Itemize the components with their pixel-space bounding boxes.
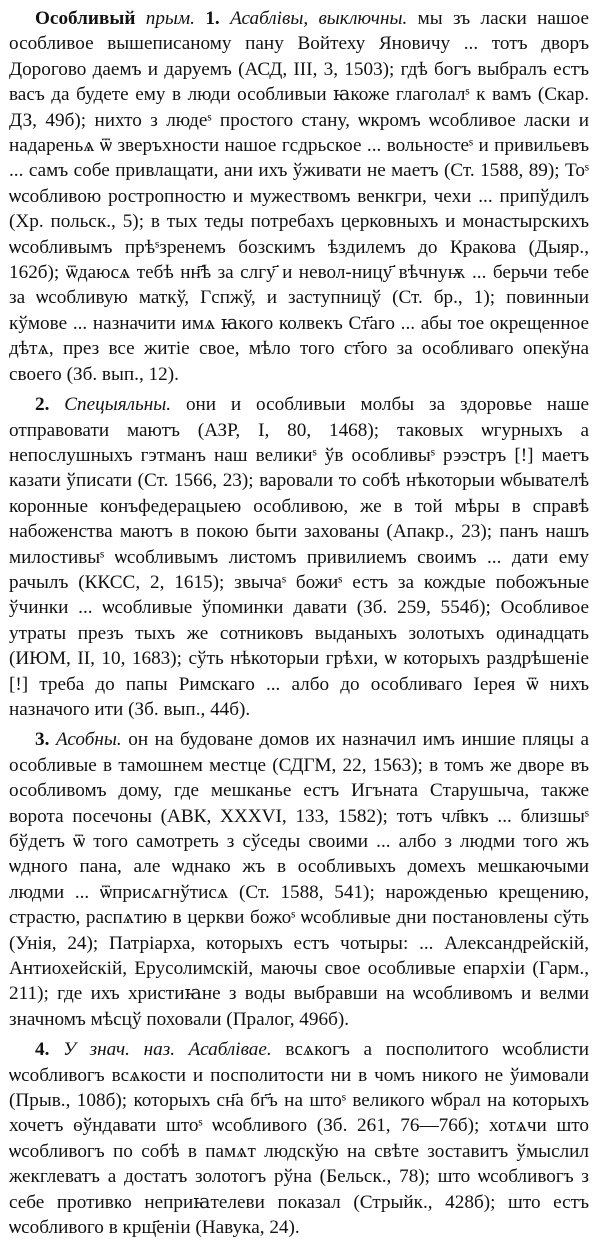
sense-1-paragraph <box>9 6 589 387</box>
sense-3-paragraph <box>9 727 589 1032</box>
grammar-label: прым. <box>145 8 195 29</box>
sense-number: 4. <box>35 1039 50 1061</box>
sense-number: 3. <box>35 729 50 751</box>
sense-number: 1. <box>205 8 220 29</box>
sense-text: они и особливыи молбы за здоровье наше отправовати маютъ (АЗР, I, 80, 1468); таковых ѡгурныхъ а непослушныхъ гэтманъ наш великиˢ ўв особливыˢ рээстръ [!] маетъ казати ўписати (Ст. 1566, 23); варовали то собѣ нѣкоторыи ѡбывателѣ коронные конъфедерацыею особливою, же в той мѣры в справѣ набоженства маютъ в покою быти захованы (Апакр., 23); панъ нашъ милостивыˢ ѡсобливымъ листомъ привилиемъ своимъ ... дати ему рачылъ (ККСС, 2, 1615); звычаˢ божиˢ естъ за кождые побожъные ўчинки ... ѡсобливые ўпоминки давати (Зб. 259, 554б); Особливое утраты презъ тыхъ же сотниковъ выданыхъ золотыхъ одинадцать (ИЮМ, II, 10, 1683); сўть нѣкоторыи грѣхи, ѡ которыхъ раздрѣшеніе [!] треба до папы Римскаго ... албо до особливаго Іерея ѿ нихъ назначого ити (Зб. вып., 44б). <box>9 394 589 720</box>
sense-text: всѧкогъ а посполитого ѡсоблисти ѡсобливогъ всѧкости и посполитости ни в чомъ никого не ўимовали (Прыв., 108б); которыхъ сн҃а бг҃ъ на штоˢ великого ѡбрал на которыхъ хочетъ ѳўндавати штоˢ ѡсобливого (Зб. 261, 76—76б); хотѧчи што ѡсобливогъ по собѣ в памѧт людскўю на свѣте зоставитъ ўмыслил жекглеватъ а достатъ золотогъ рўна (Бельск., 78); што ѡсобливогъ з себе противко неприꙗтелеви показал (Стрыйк., 428б); што естъ ѡсобливого в крщ҃еніи (Навука, 24). <box>9 1039 589 1239</box>
sense-gloss: У знач. наз. Асаблівае. <box>63 1039 272 1061</box>
sense-gloss: Спецыяльны. <box>64 394 172 416</box>
sense-gloss: Асобны. <box>55 729 122 751</box>
sense-number: 2. <box>35 394 50 416</box>
sense-text: мы зъ ласки нашое особливое вышеписаному пану Войтеху Яновичу ... тотъ дворъ Дорогово даемъ и даруемъ (АСД, III, 3, 1503); гдѣ богъ выбралъ естъ васъ да будете ему в люди особливыи ꙗкоже глаголалˢ к вамъ (Скар. ДЗ, 49б); нихто з людеˢ простого стану, ѡкромъ ѡсобливое ласки и надареньѧ ѿ зверъхности нашое гсдрьское ... вольностеˢ и привильевъ ... самъ собе привлащати, ани ихъ ўживати не маетъ (Ст. 1588, 89); Тоˢ ѡсобливою ростропностю и мужествомъ венкгри, чехи ... припўдилъ (Хр. польск., 5); в тых теды потребахъ церковныхъ и монастырскихъ ѡсобливымъ прѣˢзренемъ бозскимъ ѣздилемъ до Кракова (Дыяр., 162б); ѿдаюсѧ тебѣ нн҃ѣ за слгу҃ и невол-ницу҃ вѣчнуѭ ... берьчи тебе за ѡсобливую маткў, Гспжў, и заступницў (Ст. бр., 1); повинныи кўмове ... назначити имѧ ꙗкого колвекъ Ст҃аго ... абы тое окрещенное дѣтѧ, през все житіе свое, мѣло того ст҃ого за особливаго опекўна своего (Зб. вып., 12). <box>9 8 590 385</box>
sense-gloss: Асаблівы, выключны. <box>230 8 408 29</box>
sense-2-paragraph <box>9 392 589 722</box>
headword: Особливый <box>35 8 136 29</box>
sense-4-paragraph <box>9 1037 589 1240</box>
sense-text: он на будоване домов их назначил имъ иншие пляцы а особливые в тамошнем местце (СДГМ, 22, 1563); в томъ же дворе въ особливомъ дому, где мешканье естъ Игъната Старушыча, также ворота посечоны (АВК, XXXVI, 133, 1582); тотъ чл҃вкъ ... близшыˢ бўдетъ ѿ того самотреть з сўседы своими ... албо з людми того жъ ѡдного пана, але ѡднако жъ в особливыхъ домехъ мешкаючыми людми ... ѿприсѧгнўтисѧ (Ст. 1588, 541); нарожденью крещению, страстю, распѧтию в церкви божоˢ ѡсобливые дни постановлены сўть (Унія, 24); Патріарха, которыхъ естъ чотыры: ... Александрейскій, Антиохейскій, Ерусолимскій, маючы свое особливые епархіи (Гарм., 211); где ихъ христиꙗне з воды выбравши на ѡсобливомъ и велми значномъ мѣсцў поховали (Пралог, 496б). <box>9 729 589 1030</box>
